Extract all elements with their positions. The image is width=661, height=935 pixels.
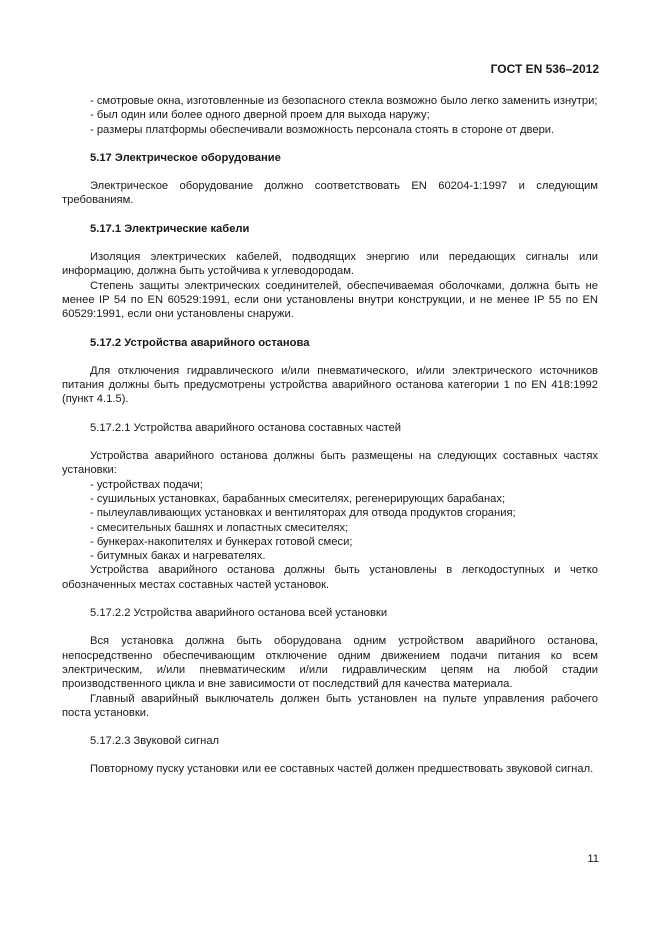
list-item: - бункерах-накопителях и бункерах готовой смеси; bbox=[90, 535, 353, 548]
standard-designation: ГОСТ EN 536–2012 bbox=[490, 62, 599, 76]
paragraph-5-17-2-3: Повторному пуску установки или ее составных частей должен предшествовать звуковой сигнал. bbox=[90, 763, 594, 776]
list-item: - смесительных башнях и лопастных смесителях; bbox=[90, 521, 349, 534]
paragraph-5-17-2-2-whole-plant: Вся установка должна быть оборудована одним устройством аварийного останова, непосредственно обеспечивающим отключение одним движением подачи питания ко всем электрическим, и/или пневматическим и/или гидравлическим цепям на любой стадии производственного цикла и вне зависимости от последствий для качества материала. bbox=[62, 635, 598, 691]
page-number: 11 bbox=[587, 853, 599, 865]
list-item-windows: - смотровые окна, изготовленные из безопасного стекла возможно было легко заменить изнутри; bbox=[90, 95, 598, 107]
list-item-doorway: - был один или более одного дверной проем для выхода наружу; bbox=[90, 109, 430, 122]
list-item: - устройствах подачи; bbox=[90, 478, 203, 491]
section-heading-5-17-1: 5.17.1 Электрические кабели bbox=[90, 222, 250, 235]
section-heading-5-17-2-3: 5.17.2.3 Звуковой сигнал bbox=[90, 735, 220, 748]
paragraph-5-17-2-2-main-switch: Главный аварийный выключатель должен быть установлен на пульте управления рабочего поста установки. bbox=[62, 692, 598, 719]
page-content bbox=[62, 94, 598, 777]
paragraph-5-17-2-1-placement: Устройства аварийного останова должны быть установлены в легкодоступных и четко обозначенных местах составных частей установок. bbox=[62, 564, 598, 591]
paragraph-5-17: Электрическое оборудование должно соответствовать EN 60204-1:1997 и следующим требованиям. bbox=[62, 180, 598, 207]
section-heading-5-17-2-2: 5.17.2.2 Устройства аварийного останова всей установки bbox=[90, 607, 388, 620]
list-item: - битумных баках и нагревателях. bbox=[90, 550, 266, 563]
paragraph-5-17-2-1-intro: Устройства аварийного останова должны быть размещены на следующих составных частях установки: bbox=[62, 450, 598, 477]
paragraph-5-17-1-protection: Степень защиты электрических соединителей, обеспечиваемая оболочками, должна быть не менее IP 54 по EN 60529:1991, если они установлены внутри конструкции, и не менее IP 55 по EN 60529:1991, если они установлены снаружи. bbox=[62, 279, 598, 321]
list-item: - пылеулавливающих установках и вентиляторах для отвода продуктов сгорания; bbox=[90, 507, 516, 520]
list-item-platform: - размеры платформы обеспечивали возможность персонала стоять в стороне от двери. bbox=[90, 123, 555, 136]
section-heading-5-17-2: 5.17.2 Устройства аварийного останова bbox=[90, 336, 310, 349]
paragraph-5-17-2: Для отключения гидравлического и/или пневматического, и/или электрического источников питания должны быть предусмотрены устройства аварийного останова категории 1 по EN 418:1992 (пункт 4.1.5). bbox=[62, 364, 598, 406]
section-heading-5-17-2-1: 5.17.2.1 Устройства аварийного останова составных частей bbox=[90, 421, 402, 434]
list-item: - сушильных установках, барабанных смесителях, регенерирующих барабанах; bbox=[90, 492, 506, 505]
section-heading-5-17: 5.17 Электрическое оборудование bbox=[90, 151, 281, 164]
paragraph-5-17-1-insulation: Изоляция электрических кабелей, подводящих энергию или передающих сигналы или информацию, должна быть устойчива к углеводородам. bbox=[62, 251, 598, 278]
